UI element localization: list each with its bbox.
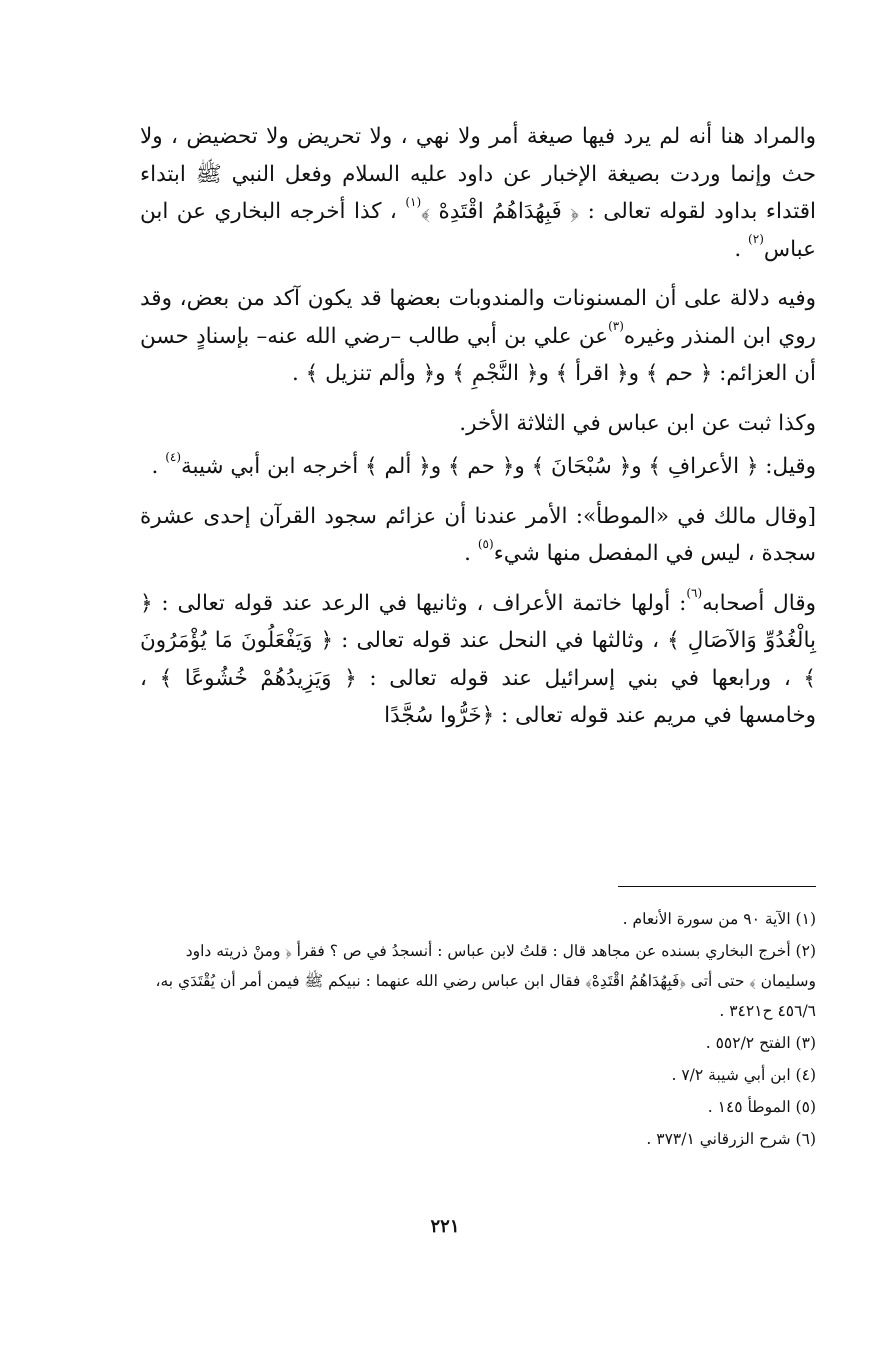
paragraph-5-text: [وقال مالك في «الموطأ»: الأمر عندنا أن عزائم سجود القرآن إحدى عشرة سجدة ، ليس في المفصل منها شيء	[140, 503, 816, 566]
footnote-3: (٣) الفتح ٥٥٢/٢ .	[705, 1034, 816, 1052]
paragraph-2	[140, 280, 816, 393]
paragraph-4	[140, 448, 816, 486]
footnote-1: (١) الآية ٩٠ من سورة الأنعام .	[622, 910, 816, 928]
footnote-5: (٥) الموطأ ١٤٥ .	[707, 1098, 816, 1116]
paragraph-6-text-b: : أولها خاتمة الأعراف ، وثانيها في الرعد عند قوله تعالى : ﴿ بِالْغُدُوِّ وَالآصَالِ ﴾ ، وثالثها في النحل عند قوله تعالى : ﴿ وَيَفْعَلُونَ مَا يُؤْمَرُونَ ﴾ ، ورابعها في بني إسرائيل عند قوله تعالى : ﴿ وَيَزِيدُهُمْ خُشُوعًا ﴾ ، وخامسها في مريم عند قوله تعالى : ﴿خَرُّوا سُجَّدًا	[140, 590, 816, 728]
footnote-2: (٢) أخرج البخاري بسنده عن مجاهد قال : قلتُ لابن عباس : أنسجدُ في ص ؟ فقرأ ﴿ ومنْ ذريته داود وسليمان ﴾ حتى أتى ﴿فَبِهُدَاهُمُ اقْتَدِهْ﴾ فقال ابن عباس رضي الله عنهما : نبيكم ﷺ فيمن أمر أن يُقْتَدَي به، ٤٥٦/٦ ح٣٤٢١ .	[155, 942, 816, 1020]
footnotes	[140, 904, 816, 1156]
footnote-4: (٤) ابن أبي شيبة ٧/٢ .	[671, 1066, 816, 1084]
paragraph-4-end: .	[151, 454, 159, 479]
footnote-ref-3: (٣)	[608, 319, 624, 334]
paragraph-2-text-b: عن علي بن أبي طالب –رضي الله عنه– بإسنادٍ حسن أن العزائم: ﴿ حم ﴾ و﴿ اقرأ ﴾ و﴿ النَّجْمِ ﴾ و﴿ وألم تنزيل ﴾ .	[140, 323, 816, 386]
paragraph-3	[140, 405, 816, 443]
footnote-ref-1: (١)	[405, 194, 422, 209]
main-text	[140, 118, 816, 735]
paragraph-4-text: وقيل: ﴿ الأعرافِ ﴾ و﴿ سُبْحَانَ ﴾ و﴿ حم ﴾ و﴿ ألم ﴾ أخرجه ابن أبي شيبة	[181, 454, 816, 479]
paragraph-1-end: .	[734, 236, 742, 262]
footnote-ref-2: (٢)	[748, 232, 764, 247]
paragraph-6-text-a: وقال أصحابه	[702, 590, 816, 616]
paragraph-5	[140, 498, 816, 573]
paragraph-3-text: وكذا ثبت عن ابن عباس في الثلاثة الأخر.	[459, 410, 816, 436]
footnote-ref-6: (٦)	[686, 586, 703, 601]
page-number: ٢٢١	[430, 1216, 460, 1237]
paragraph-1-text: والمراد هنا أنه لم يرد فيها صيغة أمر ولا نهي ، ولا تحريض ولا تحضيض ، ولا حث وإنما وردت بصيغة الإخبار عن داود عليه السلام وفعل النبي ﷺ ابتداء اقتداء بداود لقوله تعالى : ﴿ فَبِهُدَاهُمُ اقْتَدِهْ ﴾	[140, 124, 816, 224]
footnote-ref-5: (٥)	[477, 536, 494, 551]
paragraph-5-end: .	[464, 541, 472, 566]
footnote-separator	[618, 886, 816, 887]
paragraph-1-tail: ، كذا أخرجه البخاري عن ابن عباس	[140, 199, 816, 262]
footnote-ref-4: (٤)	[165, 449, 182, 464]
footnote-6: (٦) شرح الزرقاني ٣٧٣/١ .	[646, 1130, 816, 1148]
paragraph-6	[140, 585, 816, 735]
paragraph-2-text-a: وفيه دلالة على أن المسنونات والمندوبات بعضها قد يكون آكد من بعض، وقد روي ابن المنذر وغيره	[140, 286, 816, 349]
paragraph-1	[140, 118, 816, 268]
